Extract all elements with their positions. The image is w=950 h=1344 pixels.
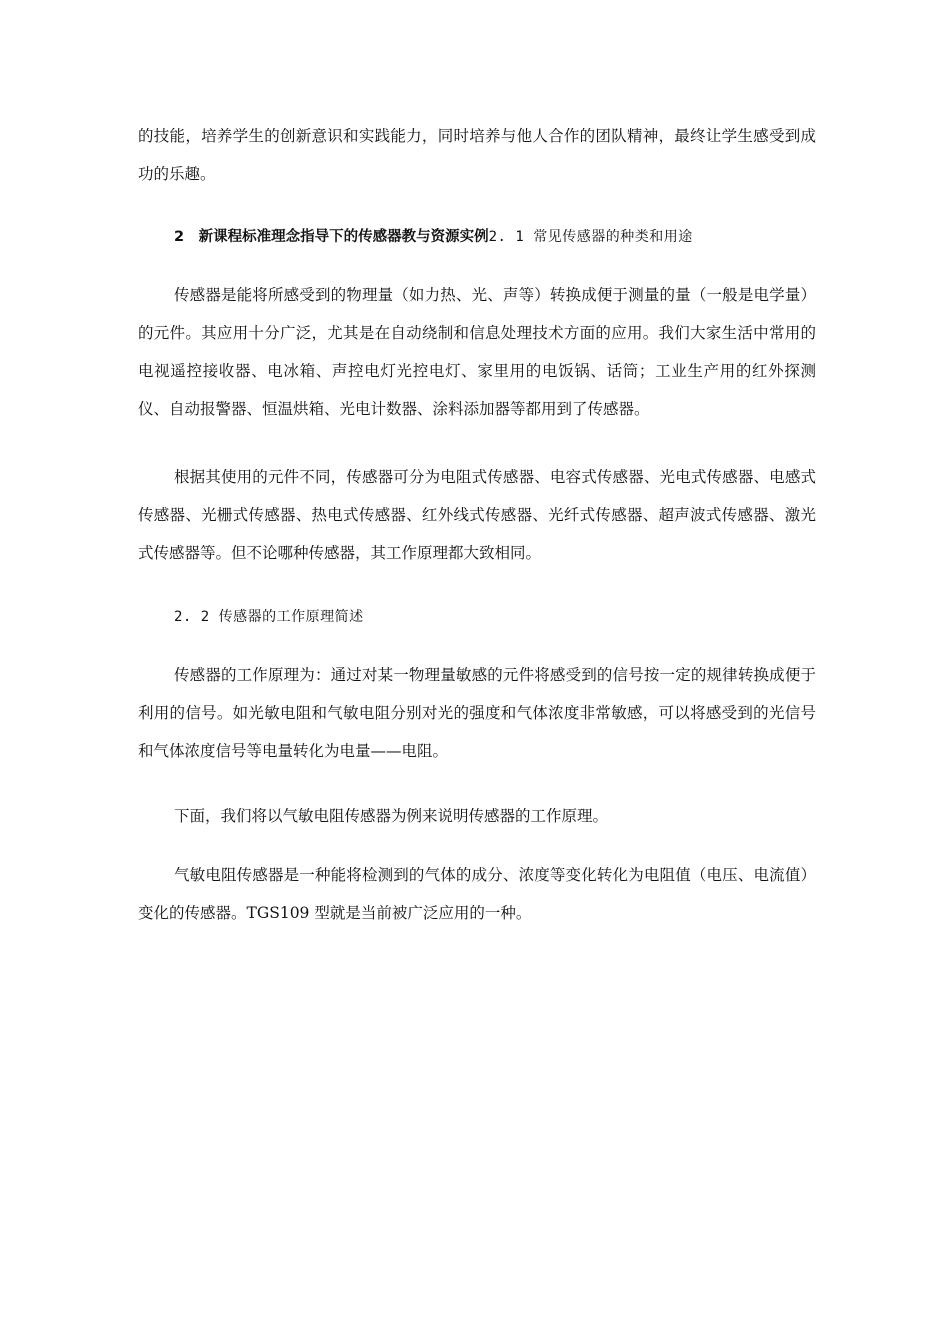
paragraph-example-intro: 下面，我们将以气敏电阻传感器为例来说明传感器的工作原理。 <box>174 807 609 825</box>
section-title: 2 新课程标准理念指导下的传感器教与资源实例 <box>174 229 489 245</box>
paragraph-continuation: 的技能，培养学生的创新意识和实践能力，同时培养与他人合作的团队精神，最终让学生感受到成功的乐趣。 <box>138 127 816 183</box>
section-heading-2 <box>138 224 852 249</box>
paragraph-sensor-definition: 传感器是能将所感受到的物理量（如力热、光、声等）转换成便于测量的量（一般是电学量）的元件。其应用十分广泛，尤其是在自动绕制和信息处理技术方面的应用。我们大家生活中常用的电视遥控接收器、电冰箱、声控电灯光控电灯、家里用的电饭锅、话筒；工业生产用的红外探测仪、自动报警器、恒温烘箱、光电计数器、涂料添加器等都用到了传感器。 <box>138 286 816 418</box>
paragraph-sensor-types: 根据其使用的元件不同，传感器可分为电阻式传感器、电容式传感器、光电式传感器、电感式传感器、光栅式传感器、热电式传感器、红外线式传感器、光纤式传感器、超声波式传感器、激光式传感器等。但不论哪种传感器，其工作原理都大致相同。 <box>138 468 816 562</box>
paragraph-gas-sensor: 气敏电阻传感器是一种能将检测到的气体的成分、浓度等变化转化为电阻值（电压、电流值）变化的传感器。TGS109 型就是当前被广泛应用的一种。 <box>138 866 816 922</box>
subsection-title-2-1: 2. 1 常见传感器的种类和用途 <box>488 229 693 245</box>
paragraph-working-principle: 传感器的工作原理为：通过对某一物理量敏感的元件将感受到的信号按一定的规律转换成便于利用的信号。如光敏电阻和气敏电阻分别对光的强度和气体浓度非常敏感，可以将感受到的光信号和气体浓度信号等电量转化为电量——电阻。 <box>138 666 816 760</box>
subsection-title-2-2: 2. 2 传感器的工作原理简述 <box>174 609 364 625</box>
